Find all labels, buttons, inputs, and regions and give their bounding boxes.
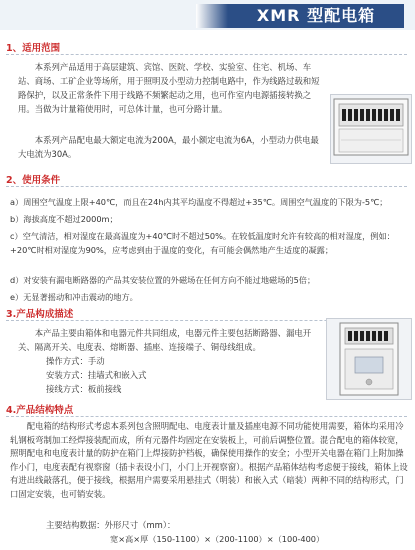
section-1-title: 1、适用范围 bbox=[6, 43, 61, 54]
section-3-title: 3.产品构成描述 bbox=[6, 309, 74, 320]
dimensions-label: 主要结构数据：外形尺寸（mm）： bbox=[46, 520, 176, 530]
section-1-divider bbox=[6, 54, 407, 55]
distribution-box-image-1 bbox=[330, 94, 412, 164]
section-4-divider bbox=[6, 416, 407, 417]
page-title: XMR 型配电箱 bbox=[228, 4, 404, 28]
section-4-title: 4.产品结构特点 bbox=[6, 405, 74, 416]
wiring-mode: 接线方式：板前接线 bbox=[46, 384, 122, 394]
condition-item-e: e）无显著摇动和冲击震动的地方。 bbox=[10, 292, 138, 302]
installation-mode: 安装方式：挂墙式和嵌入式 bbox=[46, 370, 147, 380]
section-3-paragraph: 本产品主要由箱体和电器元件共同组成，电器元件主要包括断路器、漏电开关、隔离开关、电度表、熔断器、插座、连接端子、铜母线组成。 bbox=[18, 328, 312, 352]
condition-item-a: a）周围空气温度上限+40℃，而且在24h内其平均温度不得超过+35℃。周围空气温度的下限为-5℃； bbox=[10, 197, 388, 207]
condition-item-c: c）空气清洁，相对湿度在最高温度为+40℃时不超过50%。在较低温度时允许有较高的相对湿度，例如：+20℃时相对湿度为90%，应考虑到由于温度的变化，有可能会偶然地产生适度的凝露； bbox=[10, 231, 395, 255]
distribution-box-image-2 bbox=[326, 318, 412, 400]
section-1-paragraph-2: 本系列产品配电最大额定电流为200A，最小额定电流为6A，小型动力供电最大电流为30A。 bbox=[18, 135, 319, 159]
section-1-paragraph-1: 本系列产品适用于高层建筑、宾馆、医院、学校、实验室、住宅、机场、车站、商场、工矿企业等场所，用于照明及小型动力控制电路中，作为线路过载和短路保护，以及正常条件下用于线路不频繁起动之用，也可作室内电源插接转换之用。当做为计量箱使用时，可总体计量，也可分路计量。 bbox=[18, 62, 320, 114]
condition-item-d: d）对安装有漏电断路器的产品其安装位置的外磁场在任何方向不能过地磁场的5倍； bbox=[10, 275, 316, 285]
title-fade bbox=[196, 4, 228, 28]
section-4-paragraph: 配电箱的结构形式考虑本系列包含照明配电、电度表计量及插座电源不同功能使用需要，箱体均采用冷轧钢板弯制加工经焊接装配而成，所有元器件均固定在安装板上，可前后调整位置。混合配电的箱体较宽，照明配电和电度表计量的防护在箱门上焊接防护档板，确保使用操作的安全；小型开关电器在箱门上附加操作小门，电度表配有视察窗（插卡表设小门，小门上开视察窗）。根据产品箱体结构考虑便于接线，箱体上设有进出线敲落孔，便于接线，根据用户需要采用悬挂式（明装）和嵌入式（暗装）两种不同的结构形式，门口固定安装，也可销安装。 bbox=[10, 421, 408, 499]
dimensions-formula: 宽×高×厚（150-1100）×（200-1100）×（100-400） bbox=[110, 534, 325, 544]
section-2-divider bbox=[6, 186, 407, 187]
condition-item-b: b）海拔高度不超过2000m； bbox=[10, 214, 118, 224]
operation-mode: 操作方式：手动 bbox=[46, 356, 105, 366]
section-2-title: 2、使用条件 bbox=[6, 175, 61, 186]
